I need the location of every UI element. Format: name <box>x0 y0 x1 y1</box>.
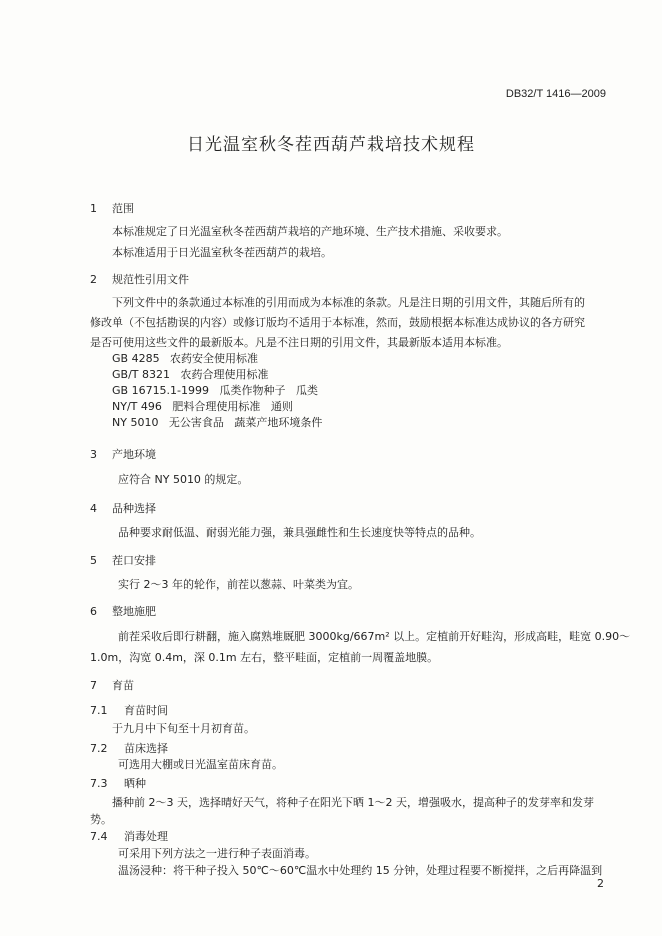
section-6-heading: 6 整地施肥 <box>90 605 156 618</box>
section-7-3-para-line-2: 势。 <box>90 813 112 826</box>
section-2-para-line-2: 修改单（不包括勘误的内容）或修订版均不适用于本标准，然而，鼓励根据本标准达成协议的各方研究 <box>90 316 585 329</box>
section-7-1-para: 于九月中下旬至十月初育苗。 <box>112 722 255 735</box>
section-7-heading: 7 育苗 <box>90 679 134 692</box>
section-4-heading: 4 品种选择 <box>90 502 156 515</box>
section-7-4-para-1: 可采用下列方法之一进行种子表面消毒。 <box>118 847 316 860</box>
section-7-4-para-2: 温汤浸种：将干种子投入 50℃～60℃温水中处理约 15 分钟，处理过程要不断搅拌，之后再降温到 <box>118 864 603 877</box>
ref-item: NY/T 496 肥料合理使用标准 通则 <box>112 400 293 413</box>
section-5-para: 实行 2～3 年的轮作，前茬以葱蒜、叶菜类为宜。 <box>118 578 359 591</box>
section-2-heading: 2 规范性引用文件 <box>90 273 189 286</box>
section-7-2-para: 可选用大棚或日光温室苗床育苗。 <box>118 758 283 771</box>
section-7-4-heading: 7.4 消毒处理 <box>90 830 168 843</box>
section-7-3-heading: 7.3 晒种 <box>90 777 146 790</box>
section-6-para-line-2: 1.0m，沟宽 0.4m，深 0.1m 左右，整平畦面，定植前一周覆盖地膜。 <box>90 651 439 664</box>
ref-item: GB 16715.1-1999 瓜类作物种子 瓜类 <box>112 384 318 397</box>
section-4-para: 品种要求耐低温、耐弱光能力强，兼具强雌性和生长速度快等特点的品种。 <box>118 526 481 539</box>
page-number: 2 <box>597 877 604 890</box>
section-1-para-1: 本标准规定了日光温室秋冬茬西葫芦栽培的产地环境、生产技术措施、采收要求。 <box>112 225 508 238</box>
section-2-para-line-3: 是否可使用这些文件的最新版本。凡是不注日期的引用文件，其最新版本适用本标准。 <box>90 336 508 349</box>
section-3-para: 应符合 NY 5010 的规定。 <box>118 473 249 486</box>
section-7-1-heading: 7.1 育苗时间 <box>90 704 168 717</box>
section-6-para-line-1: 前茬采收后即行耕翻，施入腐熟堆厩肥 3000kg/667m² 以上。定植前开好畦沟，形成高畦，畦宽 0.90～ <box>118 630 631 643</box>
section-1-heading: 1 范围 <box>90 202 134 215</box>
ref-item: GB/T 8321 农药合理使用标准 <box>112 368 269 381</box>
section-7-2-heading: 7.2 苗床选择 <box>90 742 168 755</box>
section-1-para-2: 本标准适用于日光温室秋冬茬西葫芦的栽培。 <box>112 246 332 259</box>
section-2-para-line-1: 下列文件中的条款通过本标准的引用而成为本标准的条款。凡是注日期的引用文件，其随后所有的 <box>112 296 585 309</box>
section-7-3-para-line-1: 播种前 2～3 天，选择晴好天气，将种子在阳光下晒 1～2 天，增强吸水，提高种子的发芽率和发芽 <box>112 796 594 809</box>
document-title: 日光温室秋冬茬西葫芦栽培技术规程 <box>187 135 475 155</box>
section-3-heading: 3 产地环境 <box>90 448 156 461</box>
ref-item: GB 4285 农药安全使用标准 <box>112 352 259 365</box>
section-5-heading: 5 茬口安排 <box>90 554 156 567</box>
ref-item: NY 5010 无公害食品 蔬菜产地环境条件 <box>112 416 323 429</box>
standard-code: DB32/T 1416—2009 <box>505 88 606 100</box>
